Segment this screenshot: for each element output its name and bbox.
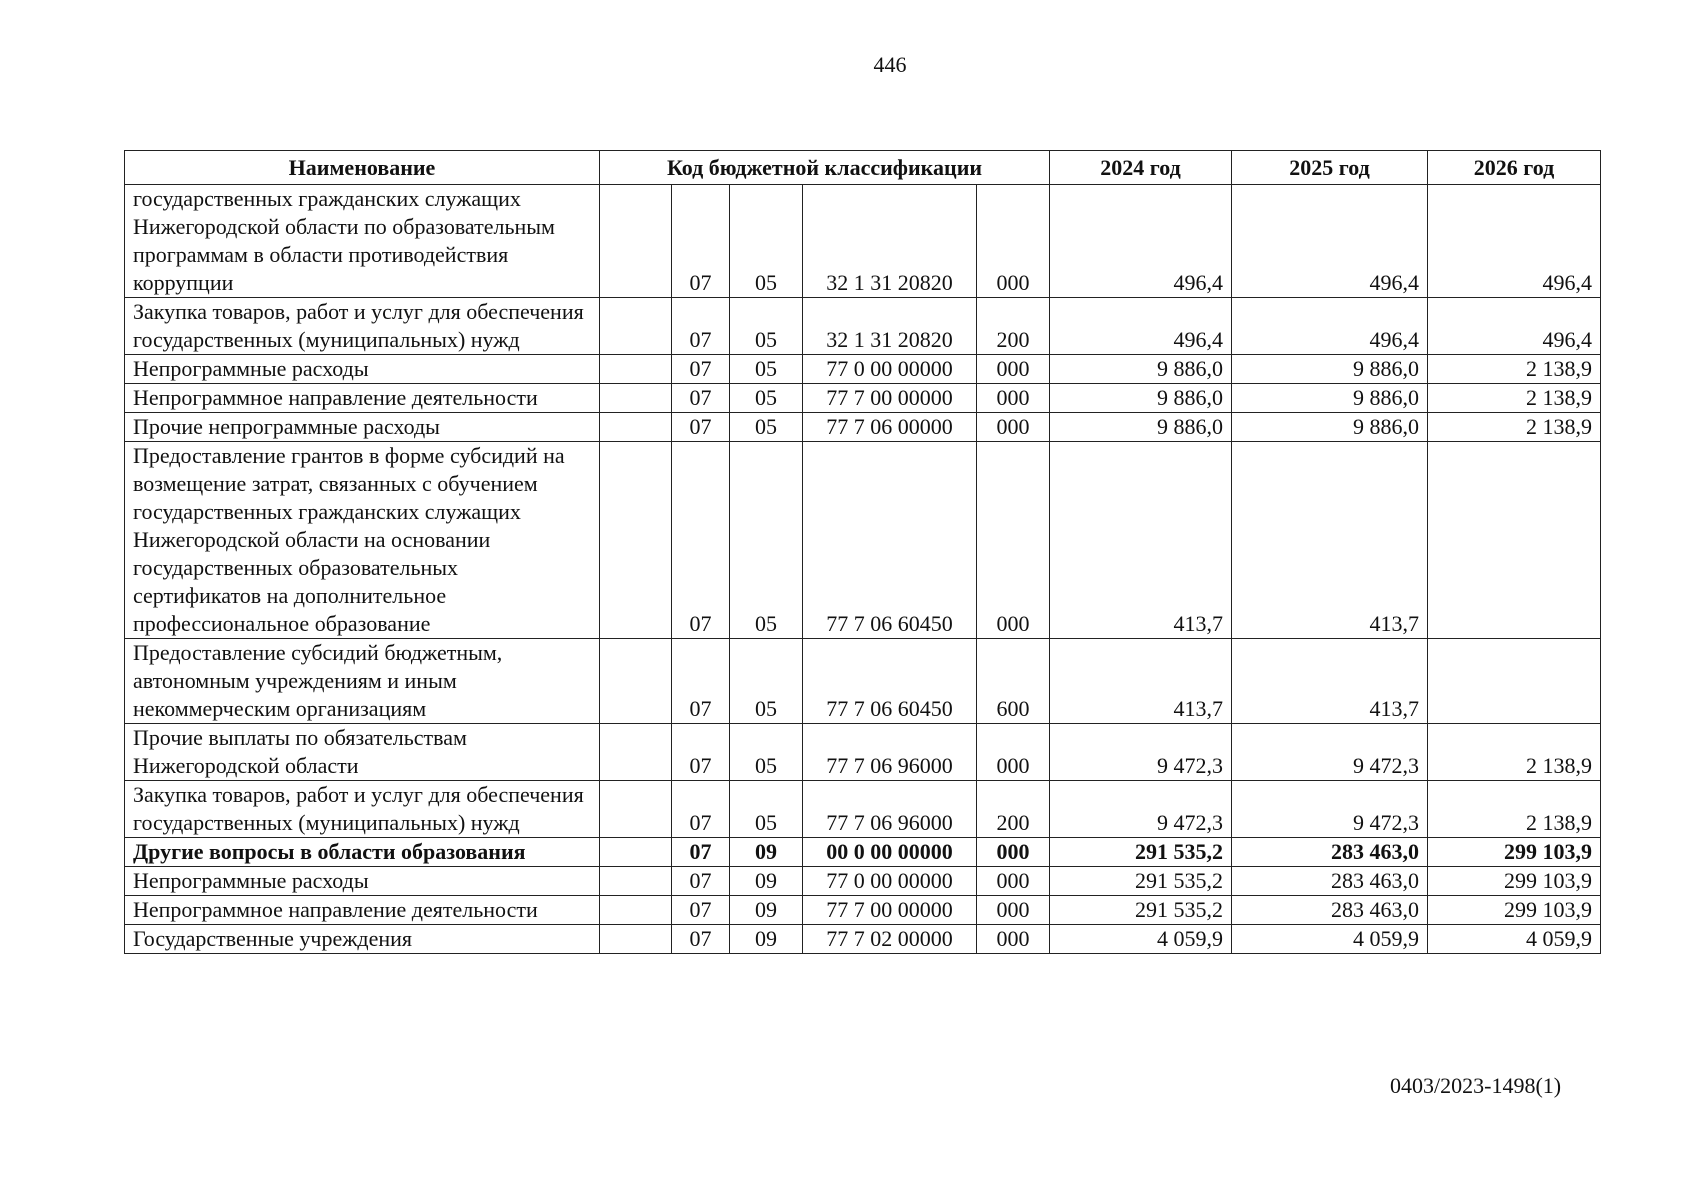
row-value-2025: 9 886,0 bbox=[1232, 355, 1428, 384]
row-value-2024: 9 886,0 bbox=[1050, 413, 1232, 442]
row-value-2024: 496,4 bbox=[1050, 298, 1232, 355]
row-target-article: 77 7 06 00000 bbox=[803, 413, 977, 442]
row-section: 07 bbox=[672, 355, 730, 384]
table-row bbox=[125, 355, 1601, 384]
row-value-2026: 496,4 bbox=[1428, 298, 1601, 355]
row-value-2025: 413,7 bbox=[1232, 442, 1428, 639]
table-row bbox=[125, 639, 1601, 724]
header-2025: 2025 год bbox=[1232, 151, 1428, 185]
row-subsection: 09 bbox=[730, 896, 803, 925]
row-name: Предоставление субсидий бюджетным, автономным учреждениям и иным некоммерческим организациям bbox=[125, 639, 600, 724]
row-name: Закупка товаров, работ и услуг для обеспечения государственных (муниципальных) нужд bbox=[125, 298, 600, 355]
row-name: Государственные учреждения bbox=[125, 925, 600, 954]
row-value-2024: 9 472,3 bbox=[1050, 724, 1232, 781]
row-value-2026: 2 138,9 bbox=[1428, 724, 1601, 781]
row-gp bbox=[600, 896, 672, 925]
row-gp bbox=[600, 355, 672, 384]
row-section: 07 bbox=[672, 724, 730, 781]
row-expense-type: 000 bbox=[977, 724, 1050, 781]
row-value-2024: 291 535,2 bbox=[1050, 838, 1232, 867]
row-section: 07 bbox=[672, 925, 730, 954]
table-header-row bbox=[125, 151, 1601, 185]
row-subsection: 05 bbox=[730, 384, 803, 413]
row-target-article: 77 0 00 00000 bbox=[803, 867, 977, 896]
row-value-2026: 2 138,9 bbox=[1428, 413, 1601, 442]
row-gp bbox=[600, 185, 672, 298]
row-value-2026 bbox=[1428, 639, 1601, 724]
row-value-2024: 4 059,9 bbox=[1050, 925, 1232, 954]
row-value-2024: 9 472,3 bbox=[1050, 781, 1232, 838]
budget-table bbox=[124, 150, 1601, 954]
row-value-2026: 2 138,9 bbox=[1428, 355, 1601, 384]
row-gp bbox=[600, 413, 672, 442]
table-row bbox=[125, 724, 1601, 781]
row-section: 07 bbox=[672, 442, 730, 639]
row-expense-type: 000 bbox=[977, 896, 1050, 925]
row-name: Прочие выплаты по обязательствам Нижегородской области bbox=[125, 724, 600, 781]
row-name: Предоставление грантов в форме субсидий на возмещение затрат, связанных с обучением государственных гражданских служащих Нижегородской области на основании государственных образовательных сертификатов на дополнительное профессиональное образование bbox=[125, 442, 600, 639]
table-row bbox=[125, 781, 1601, 838]
row-value-2025: 9 472,3 bbox=[1232, 781, 1428, 838]
row-gp bbox=[600, 298, 672, 355]
row-value-2026: 299 103,9 bbox=[1428, 867, 1601, 896]
row-expense-type: 200 bbox=[977, 781, 1050, 838]
table-row bbox=[125, 838, 1601, 867]
row-section: 07 bbox=[672, 781, 730, 838]
row-value-2025: 9 886,0 bbox=[1232, 384, 1428, 413]
row-target-article: 77 7 00 00000 bbox=[803, 384, 977, 413]
row-subsection: 05 bbox=[730, 298, 803, 355]
row-gp bbox=[600, 442, 672, 639]
row-section: 07 bbox=[672, 838, 730, 867]
row-value-2025: 496,4 bbox=[1232, 185, 1428, 298]
row-section: 07 bbox=[672, 867, 730, 896]
row-target-article: 32 1 31 20820 bbox=[803, 298, 977, 355]
row-value-2025: 283 463,0 bbox=[1232, 896, 1428, 925]
header-2026: 2026 год bbox=[1428, 151, 1601, 185]
row-name: Непрограммное направление деятельности bbox=[125, 896, 600, 925]
row-gp bbox=[600, 838, 672, 867]
row-value-2024: 413,7 bbox=[1050, 442, 1232, 639]
row-value-2025: 9 886,0 bbox=[1232, 413, 1428, 442]
header-code: Код бюджетной классификации bbox=[600, 151, 1050, 185]
row-subsection: 05 bbox=[730, 639, 803, 724]
row-subsection: 05 bbox=[730, 413, 803, 442]
row-section: 07 bbox=[672, 413, 730, 442]
row-name: Прочие непрограммные расходы bbox=[125, 413, 600, 442]
row-subsection: 05 bbox=[730, 724, 803, 781]
row-name: Закупка товаров, работ и услуг для обеспечения государственных (муниципальных) нужд bbox=[125, 781, 600, 838]
row-value-2024: 413,7 bbox=[1050, 639, 1232, 724]
row-expense-type: 000 bbox=[977, 355, 1050, 384]
table-row bbox=[125, 442, 1601, 639]
row-gp bbox=[600, 867, 672, 896]
row-target-article: 77 7 06 96000 bbox=[803, 781, 977, 838]
row-section: 07 bbox=[672, 298, 730, 355]
row-subsection: 05 bbox=[730, 442, 803, 639]
row-value-2024: 496,4 bbox=[1050, 185, 1232, 298]
row-expense-type: 000 bbox=[977, 384, 1050, 413]
row-target-article: 77 7 00 00000 bbox=[803, 896, 977, 925]
row-value-2025: 283 463,0 bbox=[1232, 838, 1428, 867]
page-number: 446 bbox=[873, 52, 907, 77]
table-row bbox=[125, 298, 1601, 355]
row-value-2026: 496,4 bbox=[1428, 185, 1601, 298]
row-value-2025: 283 463,0 bbox=[1232, 867, 1428, 896]
row-expense-type: 000 bbox=[977, 185, 1050, 298]
row-name: Другие вопросы в области образования bbox=[125, 838, 600, 867]
row-target-article: 77 7 06 60450 bbox=[803, 442, 977, 639]
row-expense-type: 600 bbox=[977, 639, 1050, 724]
row-name: Непрограммные расходы bbox=[125, 355, 600, 384]
row-target-article: 00 0 00 00000 bbox=[803, 838, 977, 867]
row-name: государственных гражданских служащих Нижегородской области по образовательным программам в области противодействия коррупции bbox=[125, 185, 600, 298]
row-target-article: 77 7 06 96000 bbox=[803, 724, 977, 781]
row-value-2024: 291 535,2 bbox=[1050, 867, 1232, 896]
header-name: Наименование bbox=[125, 151, 600, 185]
row-value-2026 bbox=[1428, 442, 1601, 639]
row-expense-type: 000 bbox=[977, 838, 1050, 867]
row-gp bbox=[600, 724, 672, 781]
table-row bbox=[125, 925, 1601, 954]
row-value-2024: 291 535,2 bbox=[1050, 896, 1232, 925]
row-section: 07 bbox=[672, 639, 730, 724]
row-gp bbox=[600, 781, 672, 838]
row-expense-type: 000 bbox=[977, 925, 1050, 954]
row-gp bbox=[600, 925, 672, 954]
table-row bbox=[125, 384, 1601, 413]
table-row bbox=[125, 413, 1601, 442]
row-section: 07 bbox=[672, 896, 730, 925]
row-subsection: 09 bbox=[730, 838, 803, 867]
table-row bbox=[125, 867, 1601, 896]
row-value-2025: 496,4 bbox=[1232, 298, 1428, 355]
row-value-2026: 299 103,9 bbox=[1428, 896, 1601, 925]
row-subsection: 09 bbox=[730, 925, 803, 954]
row-value-2025: 4 059,9 bbox=[1232, 925, 1428, 954]
row-expense-type: 000 bbox=[977, 442, 1050, 639]
document-code: 0403/2023-1498(1) bbox=[1390, 1073, 1562, 1098]
row-value-2025: 413,7 bbox=[1232, 639, 1428, 724]
row-expense-type: 200 bbox=[977, 298, 1050, 355]
row-target-article: 77 0 00 00000 bbox=[803, 355, 977, 384]
row-subsection: 05 bbox=[730, 781, 803, 838]
row-gp bbox=[600, 384, 672, 413]
row-section: 07 bbox=[672, 384, 730, 413]
row-value-2025: 9 472,3 bbox=[1232, 724, 1428, 781]
row-value-2024: 9 886,0 bbox=[1050, 355, 1232, 384]
row-target-article: 77 7 02 00000 bbox=[803, 925, 977, 954]
row-value-2026: 4 059,9 bbox=[1428, 925, 1601, 954]
row-value-2026: 2 138,9 bbox=[1428, 781, 1601, 838]
row-subsection: 05 bbox=[730, 355, 803, 384]
row-target-article: 77 7 06 60450 bbox=[803, 639, 977, 724]
row-value-2026: 2 138,9 bbox=[1428, 384, 1601, 413]
row-target-article: 32 1 31 20820 bbox=[803, 185, 977, 298]
row-subsection: 05 bbox=[730, 185, 803, 298]
row-name: Непрограммные расходы bbox=[125, 867, 600, 896]
row-gp bbox=[600, 639, 672, 724]
row-subsection: 09 bbox=[730, 867, 803, 896]
row-expense-type: 000 bbox=[977, 867, 1050, 896]
row-expense-type: 000 bbox=[977, 413, 1050, 442]
row-value-2024: 9 886,0 bbox=[1050, 384, 1232, 413]
row-name: Непрограммное направление деятельности bbox=[125, 384, 600, 413]
header-2024: 2024 год bbox=[1050, 151, 1232, 185]
row-value-2026: 299 103,9 bbox=[1428, 838, 1601, 867]
row-section: 07 bbox=[672, 185, 730, 298]
table-row bbox=[125, 896, 1601, 925]
table-row bbox=[125, 185, 1601, 298]
table-body bbox=[125, 185, 1601, 954]
